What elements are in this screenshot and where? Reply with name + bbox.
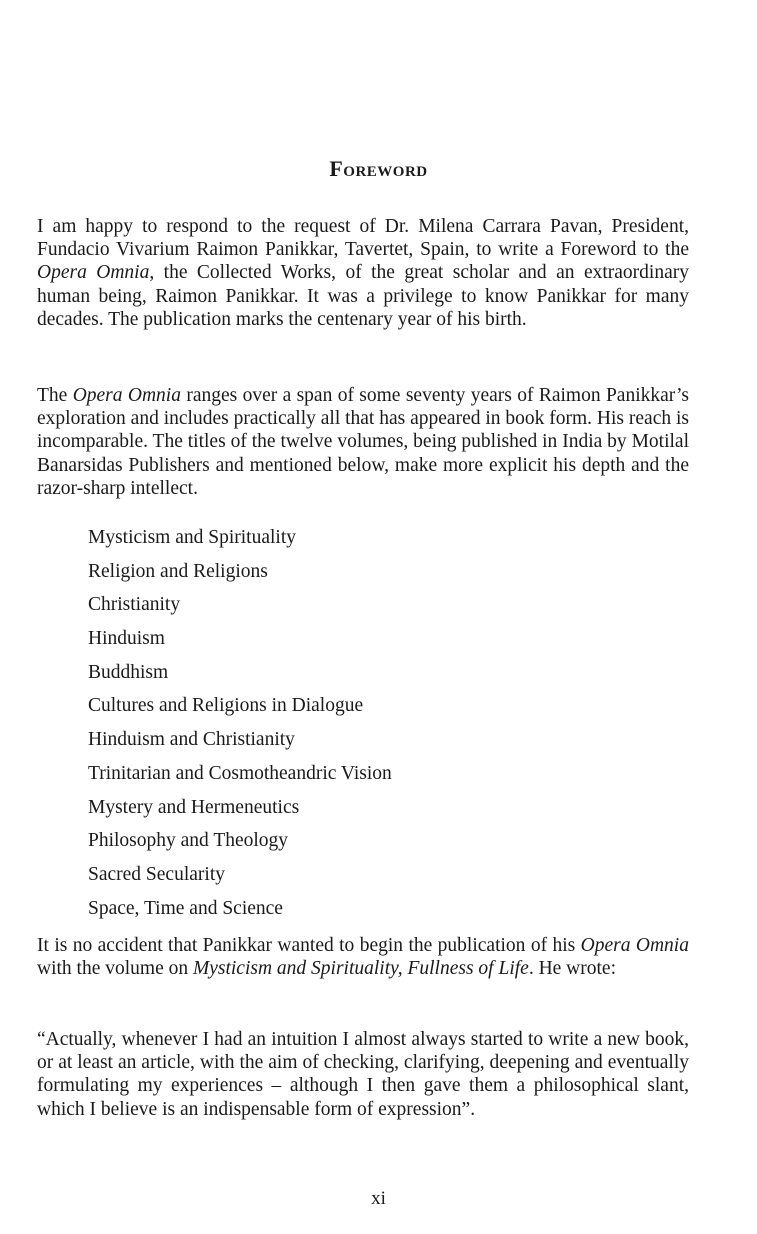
paragraph-mysticism-italic-1: Opera Omnia (580, 935, 689, 956)
volume-item: Cultures and Religions in Dialogue (88, 695, 364, 717)
volume-item: Mysticism and Spirituality (88, 527, 296, 548)
paragraph-intro (37, 215, 689, 331)
volume-item: Space, Time and Science (88, 897, 283, 919)
paragraph-opera-omnia-text-1: The (37, 385, 73, 406)
quote-paragraph: “Actually, whenever I had an intuition I almost always started to write a new book, or at least an article, with the aim of checking, clarifying, deepening and eventually formulating my experiences – although I then gave them a philosophical slant, which I believe is an indispensable form of expression”. (37, 1029, 689, 1120)
volume-item: Christianity (88, 594, 181, 616)
volume-item: Trinitarian and Cosmotheandric Vision (88, 762, 392, 784)
volume-list (88, 523, 392, 927)
paragraph-mysticism-italic-2: Mysticism and Spirituality, Fullness of Life (192, 958, 529, 980)
page-number: xi (371, 1188, 386, 1209)
paragraph-intro-italic-1: Opera Omnia (37, 262, 150, 284)
volume-item: Hinduism and Christianity (88, 729, 295, 751)
volume-item: Religion and Religions (88, 560, 268, 582)
paragraph-mysticism-text-1: It is no accident that Panikkar wanted to begin the publication of his (37, 935, 581, 956)
paragraph-opera-omnia-italic-1: Opera Omnia (72, 385, 181, 406)
volume-item: Hinduism (88, 628, 165, 650)
volume-item: Buddhism (88, 661, 169, 683)
volume-item: Sacred Secularity (88, 863, 225, 885)
paragraph-intro-text-1: I am happy to respond to the request of Dr. Milena Carrara Pavan, President, Fundacio Vivarium Raimon Panikkar, Tavertet, Spain, to write a Foreword to the (37, 216, 689, 261)
paragraph-mysticism (37, 934, 689, 980)
volume-item: Mystery and Hermeneutics (88, 796, 300, 818)
paragraph-mysticism-text-2: with the volume on (37, 958, 193, 980)
paragraph-mysticism-text-3: . He wrote: (528, 958, 616, 980)
paragraph-opera-omnia (37, 384, 689, 500)
volume-item: Philosophy and Theology (88, 830, 289, 852)
paragraph-opera-omnia-text-2: ranges over a span of some seventy years of Raimon Panikkar’s exploration and includes practically all that has appeared in book form. His reach is incomparable. The titles of the twelve volumes, being published in India by Motilal Banarsidas Publishers and mentioned below, make more explicit his depth and the razor-sharp intellect. (37, 385, 689, 499)
paragraph-intro-text-2: , the Collected Works, of the great scholar and an extraordinary human being, Raimon Panikkar. It was a privilege to know Panikkar for many decades. The publication marks the centenary year of his birth. (37, 262, 689, 330)
page-title: Foreword (329, 156, 428, 181)
